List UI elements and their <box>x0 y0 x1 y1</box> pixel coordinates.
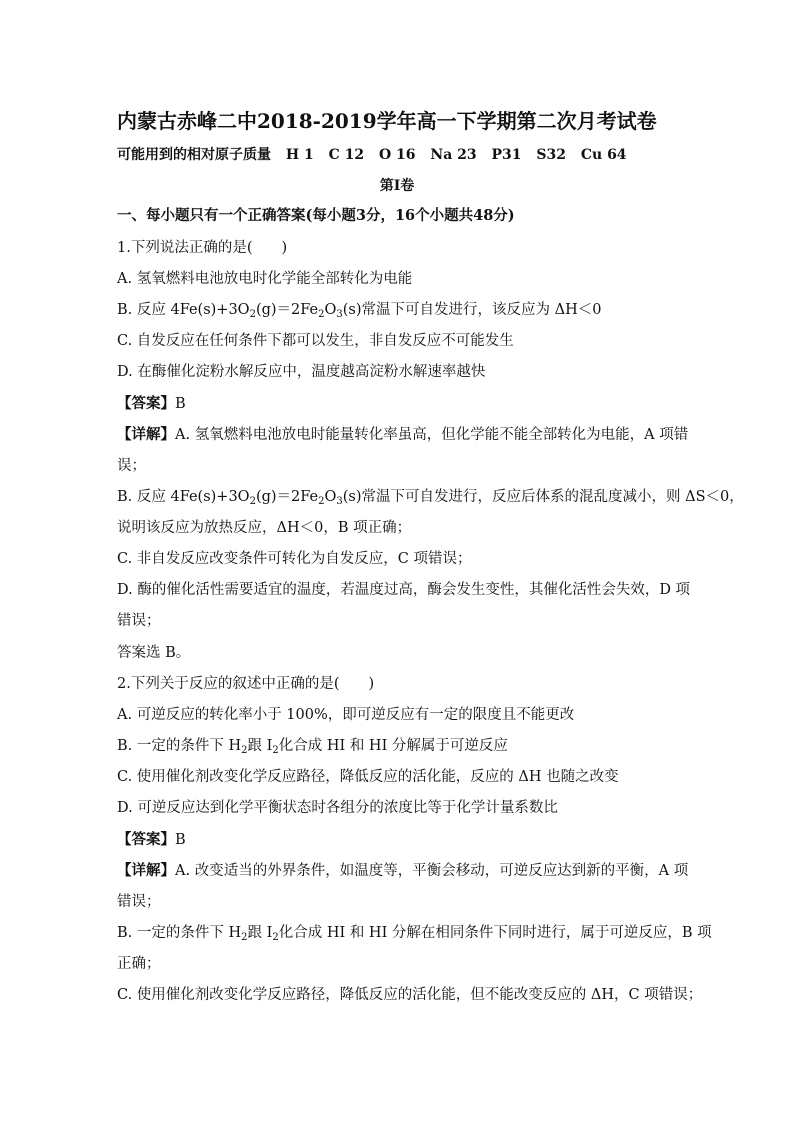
atomic-mass-c: C 12 <box>328 147 365 163</box>
section-heading: 一、每小题只有一个正确答案(每小题3分，16个小题共48分) <box>117 207 515 224</box>
atomic-mass-na: Na 23 <box>430 147 477 163</box>
atomic-mass-label: 可能用到的相对原子质量 <box>117 147 271 163</box>
q1-detail-c: C. 非自发反应改变条件可转化为自发反应，C 项错误； <box>117 551 472 567</box>
doc-title: 内蒙古赤峰二中2018-2019学年高一下学期第二次月考试卷 <box>117 109 657 133</box>
q1-option-d: D. 在酶催化淀粉水解反应中，温度越高淀粉水解速率越快 <box>117 364 486 380</box>
atomic-mass-s: S32 <box>536 147 566 163</box>
q2-detail-b: B. 一定的条件下 $H_2$跟 $I_2$化合成 HI 和 HI 分解在相同条件下同时进行，属于可逆反应，B 项 <box>117 925 712 943</box>
q1-option-a: A. 氢氧燃料电池放电时化学能全部转化为电能 <box>117 271 413 287</box>
q2-detail-c: C. 使用催化剂改变化学反应路径，降低反应的活化能，但不能改变反应的 ΔH，C 项错误； <box>117 987 703 1003</box>
q2-detail-b-cont: 正确； <box>117 956 161 972</box>
q2-option-b: B. 一定的条件下 $H_2$跟 $I_2$化合成 HI 和 HI 分解属于可逆反应 <box>117 738 508 756</box>
q2-answer: 【答案】B <box>117 831 186 848</box>
atomic-mass-line <box>117 145 677 165</box>
volume-heading: 第Ⅰ卷 <box>379 178 415 194</box>
q1-detail-d: D. 酶的催化活性需要适宜的温度，若温度过高，酶会发生变性，其催化活性会失效，D 项 <box>117 582 691 598</box>
q1-stem: 1.下列说法正确的是( ) <box>117 240 288 256</box>
q1-detail-d-cont: 错误； <box>117 613 161 629</box>
q1-conclusion: 答案选 B。 <box>117 645 191 661</box>
q1-option-b: B. 反应 $4Fe(s)+3O_2(g)=2Fe_2O_3(s)$常温下可自发进行，该反应为 ΔH＜0 <box>117 302 602 320</box>
q2-detail-a-cont: 错误； <box>117 894 161 910</box>
q2-option-c: C. 使用催化剂改变化学反应路径，降低反应的活化能，反应的 ΔH 也随之改变 <box>117 769 619 785</box>
atomic-mass-p: P31 <box>491 147 522 163</box>
q2-option-d: D. 可逆反应达到化学平衡状态时各组分的浓度比等于化学计量系数比 <box>117 800 558 816</box>
q1-answer: 【答案】B <box>117 395 186 412</box>
q1-detail-b-cont: 说明该反应为放热反应，ΔH＜0，B 项正确； <box>117 520 412 536</box>
q1-detail-a-cont: 误； <box>117 458 146 474</box>
atomic-mass-h: H 1 <box>285 147 314 163</box>
atomic-mass-cu: Cu 64 <box>580 147 627 163</box>
atomic-mass-o: O 16 <box>378 147 416 163</box>
q2-option-a: A. 可逆反应的转化率小于 100%，即可逆反应有一定的限度且不能更改 <box>117 707 575 723</box>
q1-option-c: C. 自发反应在任何条件下都可以发生，非自发反应不可能发生 <box>117 333 514 349</box>
q2-detail-a: 【详解】A. 改变适当的外界条件，如温度等，平衡会移动，可逆反应达到新的平衡，A 项 <box>117 862 689 879</box>
q1-detail-b: B. 反应 $4Fe(s)+3O_2(g)=2Fe_2O_3(s)$常温下可自发进行，反应后体系的混乱度减小，则 ΔS＜0， <box>117 489 744 507</box>
q1-detail-a: 【详解】A. 氢氧燃料电池放电时能量转化率虽高，但化学能不能全部转化为电能，A 项错 <box>117 426 689 443</box>
q2-stem: 2.下列关于反应的叙述中正确的是( ) <box>117 676 375 692</box>
